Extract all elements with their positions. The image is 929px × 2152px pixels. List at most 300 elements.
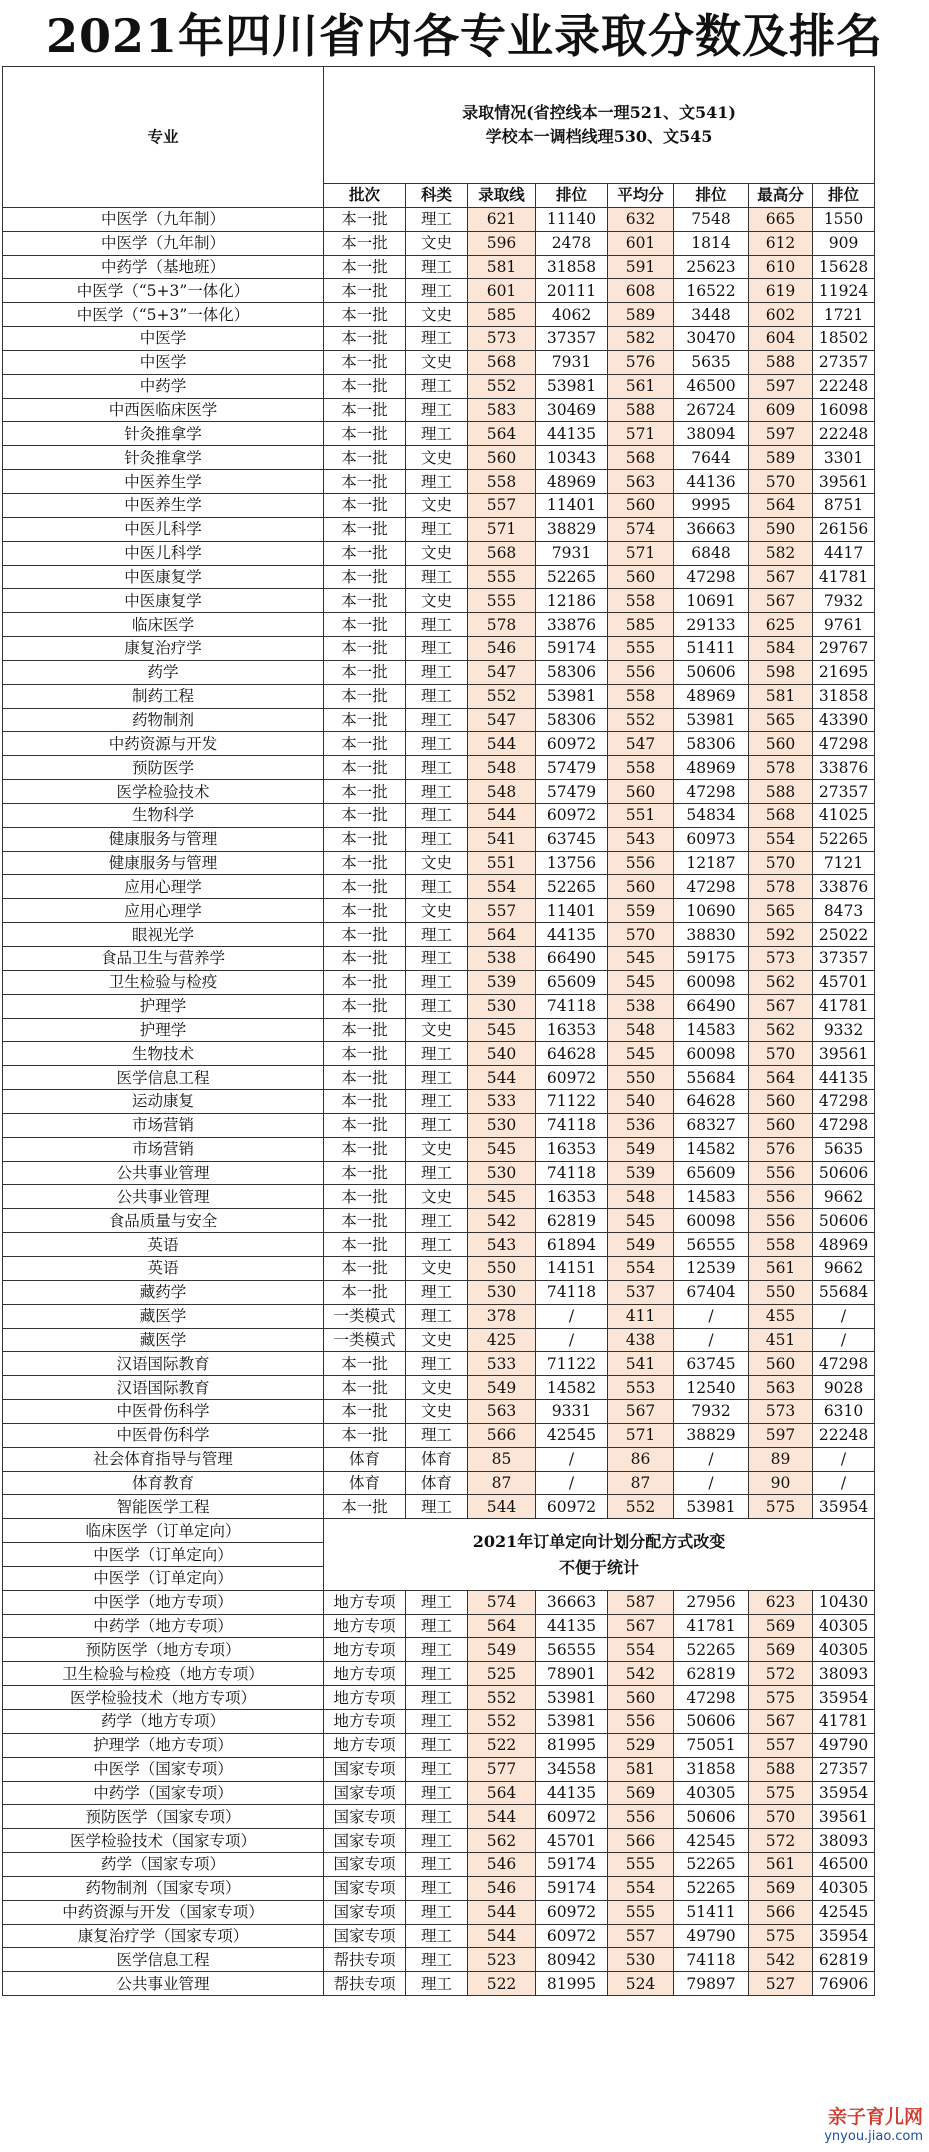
max-score: 570 <box>749 851 813 875</box>
avg-rank: 60098 <box>674 1042 749 1066</box>
avg-score: 86 <box>608 1447 674 1471</box>
batch: 地方专项 <box>324 1662 406 1686</box>
table-row <box>3 1614 908 1638</box>
table-row <box>3 1805 908 1829</box>
avg-rank: 6848 <box>674 541 749 565</box>
avg-score: 538 <box>608 994 674 1018</box>
min-score: 557 <box>468 493 536 517</box>
max-rank: 35954 <box>813 1495 875 1519</box>
min-score: 85 <box>468 1447 536 1471</box>
avg-score: 571 <box>608 1423 674 1447</box>
major-name: 中药学（地方专项） <box>3 1614 324 1638</box>
min-score: 543 <box>468 1233 536 1257</box>
major-name: 体育教育 <box>3 1471 324 1495</box>
avg-score: 560 <box>608 493 674 517</box>
subject-type: 理工 <box>406 374 468 398</box>
min-score: 548 <box>468 756 536 780</box>
avg-score: 556 <box>608 851 674 875</box>
avg-rank: 40305 <box>674 1781 749 1805</box>
min-score: 544 <box>468 1495 536 1519</box>
major-name: 汉语国际教育 <box>3 1352 324 1376</box>
batch: 本一批 <box>324 1280 406 1304</box>
avg-score: 548 <box>608 1018 674 1042</box>
max-rank: 41025 <box>813 803 875 827</box>
batch: 一类模式 <box>324 1328 406 1352</box>
page-title: 2021年四川省内各专业录取分数及排名 <box>45 9 884 63</box>
avg-rank: 50606 <box>674 660 749 684</box>
avg-score: 542 <box>608 1662 674 1686</box>
subject-type: 理工 <box>406 1829 468 1853</box>
max-score: 560 <box>749 732 813 756</box>
min-score: 566 <box>468 1423 536 1447</box>
subject-type: 理工 <box>406 970 468 994</box>
subject-type: 文史 <box>406 899 468 923</box>
max-score: 575 <box>749 1495 813 1519</box>
avg-rank: 79897 <box>674 1972 749 1996</box>
max-score: 568 <box>749 803 813 827</box>
min-rank: 58306 <box>536 660 608 684</box>
min-rank: 53981 <box>536 684 608 708</box>
avg-score: 411 <box>608 1304 674 1328</box>
major-name: 中医骨伤科学 <box>3 1400 324 1424</box>
max-rank: 18502 <box>813 327 875 351</box>
table-row <box>3 1757 908 1781</box>
table-row <box>3 1137 908 1161</box>
min-score: 546 <box>468 1876 536 1900</box>
min-score: 562 <box>468 1829 536 1853</box>
min-score: 545 <box>468 1137 536 1161</box>
subject-type: 理工 <box>406 637 468 661</box>
avg-rank: 64628 <box>674 1090 749 1114</box>
max-rank: 43390 <box>813 708 875 732</box>
table-row <box>3 1638 908 1662</box>
subject-type: 理工 <box>406 1876 468 1900</box>
min-rank: 12186 <box>536 589 608 613</box>
avg-rank: 25623 <box>674 255 749 279</box>
table-row <box>3 1352 908 1376</box>
avg-rank: 1814 <box>674 231 749 255</box>
major-name: 藏医学 <box>3 1328 324 1352</box>
max-score: 597 <box>749 422 813 446</box>
subject-type: 理工 <box>406 422 468 446</box>
subject-type: 文史 <box>406 1328 468 1352</box>
max-score: 576 <box>749 1137 813 1161</box>
avg-rank: 60098 <box>674 970 749 994</box>
max-score: 560 <box>749 1113 813 1137</box>
min-rank: 59174 <box>536 1876 608 1900</box>
min-score: 544 <box>468 732 536 756</box>
max-score: 550 <box>749 1280 813 1304</box>
subject-type: 理工 <box>406 708 468 732</box>
avg-score: 541 <box>608 1352 674 1376</box>
avg-rank: / <box>674 1328 749 1352</box>
max-score: 570 <box>749 1042 813 1066</box>
max-score: 602 <box>749 303 813 327</box>
subject-type: 理工 <box>406 279 468 303</box>
subject-type: 理工 <box>406 875 468 899</box>
batch: 本一批 <box>324 1256 406 1280</box>
max-score: 598 <box>749 660 813 684</box>
avg-rank: 47298 <box>674 565 749 589</box>
major-name: 中药学 <box>3 374 324 398</box>
min-score: 549 <box>468 1376 536 1400</box>
max-rank: 29767 <box>813 637 875 661</box>
batch: 帮扶专项 <box>324 1948 406 1972</box>
subject-type: 文史 <box>406 303 468 327</box>
batch: 国家专项 <box>324 1853 406 1877</box>
batch: 本一批 <box>324 398 406 422</box>
max-rank: 16098 <box>813 398 875 422</box>
avg-rank: 53981 <box>674 708 749 732</box>
max-score: 665 <box>749 207 813 231</box>
batch: 本一批 <box>324 875 406 899</box>
table-row <box>3 303 908 327</box>
batch: 本一批 <box>324 207 406 231</box>
max-rank: 8751 <box>813 493 875 517</box>
min-rank: 44135 <box>536 923 608 947</box>
avg-rank: 60098 <box>674 1209 749 1233</box>
batch: 本一批 <box>324 255 406 279</box>
avg-score: 566 <box>608 1829 674 1853</box>
subject-type: 理工 <box>406 613 468 637</box>
major-name: 医学信息工程 <box>3 1066 324 1090</box>
max-score: 558 <box>749 1233 813 1257</box>
column-header: 最高分 <box>749 184 813 208</box>
table-row <box>3 732 908 756</box>
batch: 本一批 <box>324 1113 406 1137</box>
batch: 本一批 <box>324 708 406 732</box>
avg-rank: 14582 <box>674 1137 749 1161</box>
column-header: 录取线 <box>468 184 536 208</box>
max-rank: 22248 <box>813 1423 875 1447</box>
table-row <box>3 589 908 613</box>
min-score: 540 <box>468 1042 536 1066</box>
subject-type: 理工 <box>406 684 468 708</box>
avg-score: 557 <box>608 1924 674 1948</box>
subject-type: 理工 <box>406 1066 468 1090</box>
batch: 国家专项 <box>324 1781 406 1805</box>
batch: 本一批 <box>324 1018 406 1042</box>
batch: 国家专项 <box>324 1924 406 1948</box>
max-rank: / <box>813 1447 875 1471</box>
batch: 本一批 <box>324 660 406 684</box>
min-score: 544 <box>468 1900 536 1924</box>
avg-rank: 12187 <box>674 851 749 875</box>
avg-score: 588 <box>608 398 674 422</box>
min-score: 578 <box>468 613 536 637</box>
max-rank: 42545 <box>813 1900 875 1924</box>
max-score: 567 <box>749 994 813 1018</box>
avg-score: 569 <box>608 1781 674 1805</box>
avg-score: 558 <box>608 756 674 780</box>
max-rank: 27357 <box>813 780 875 804</box>
max-rank: / <box>813 1328 875 1352</box>
min-rank: 60972 <box>536 1495 608 1519</box>
avg-rank: 54834 <box>674 803 749 827</box>
min-rank: 60972 <box>536 732 608 756</box>
avg-score: 539 <box>608 1161 674 1185</box>
min-rank: 14151 <box>536 1256 608 1280</box>
min-rank: 31858 <box>536 255 608 279</box>
min-score: 530 <box>468 994 536 1018</box>
max-score: 572 <box>749 1662 813 1686</box>
min-score: 542 <box>468 1209 536 1233</box>
min-score: 549 <box>468 1638 536 1662</box>
info-line-1: 录取情况(省控线本一理521、文541) <box>462 103 737 122</box>
avg-rank: 51411 <box>674 1900 749 1924</box>
table-row <box>3 1781 908 1805</box>
batch: 本一批 <box>324 470 406 494</box>
subject-type: 理工 <box>406 1853 468 1877</box>
avg-score: 560 <box>608 780 674 804</box>
max-rank: 22248 <box>813 422 875 446</box>
min-rank: 30469 <box>536 398 608 422</box>
max-score: 569 <box>749 1876 813 1900</box>
max-score: 542 <box>749 1948 813 1972</box>
avg-rank: 65609 <box>674 1161 749 1185</box>
min-rank: 64628 <box>536 1042 608 1066</box>
max-rank: 3301 <box>813 446 875 470</box>
max-rank: 47298 <box>813 732 875 756</box>
table-row <box>3 1209 908 1233</box>
major-name: 中药资源与开发（国家专项） <box>3 1900 324 1924</box>
avg-score: 554 <box>608 1876 674 1900</box>
batch: 地方专项 <box>324 1614 406 1638</box>
subject-type: 理工 <box>406 994 468 1018</box>
batch: 本一批 <box>324 827 406 851</box>
table-row <box>3 231 908 255</box>
min-score: 621 <box>468 207 536 231</box>
min-rank: 81995 <box>536 1733 608 1757</box>
min-rank: 52265 <box>536 875 608 899</box>
max-rank: 40305 <box>813 1638 875 1662</box>
min-score: 538 <box>468 947 536 971</box>
batch: 本一批 <box>324 1233 406 1257</box>
subject-type: 文史 <box>406 1400 468 1424</box>
subject-type: 体育 <box>406 1471 468 1495</box>
subject-type: 文史 <box>406 1256 468 1280</box>
avg-rank: 27956 <box>674 1590 749 1614</box>
major-name: 预防医学（地方专项） <box>3 1638 324 1662</box>
avg-rank: 9995 <box>674 493 749 517</box>
batch: 本一批 <box>324 350 406 374</box>
max-rank: 45701 <box>813 970 875 994</box>
max-score: 451 <box>749 1328 813 1352</box>
min-score: 564 <box>468 1614 536 1638</box>
max-score: 588 <box>749 350 813 374</box>
avg-score: 543 <box>608 827 674 851</box>
avg-rank: 48969 <box>674 684 749 708</box>
avg-rank: 68327 <box>674 1113 749 1137</box>
min-rank: 59174 <box>536 637 608 661</box>
avg-rank: 53981 <box>674 1495 749 1519</box>
avg-rank: 52265 <box>674 1853 749 1877</box>
table-row <box>3 541 908 565</box>
max-score: 575 <box>749 1686 813 1710</box>
major-name: 临床医学 <box>3 613 324 637</box>
avg-rank: 48969 <box>674 756 749 780</box>
subject-type: 文史 <box>406 1137 468 1161</box>
batch: 本一批 <box>324 422 406 446</box>
table-row <box>3 756 908 780</box>
major-name: 医学检验技术 <box>3 780 324 804</box>
major-name: 汉语国际教育 <box>3 1376 324 1400</box>
max-score: 560 <box>749 1090 813 1114</box>
min-rank: 56555 <box>536 1638 608 1662</box>
batch: 本一批 <box>324 565 406 589</box>
table-row <box>3 1018 908 1042</box>
major-name: 中西医临床医学 <box>3 398 324 422</box>
min-rank: 60972 <box>536 1805 608 1829</box>
batch: 本一批 <box>324 756 406 780</box>
table-row <box>3 517 908 541</box>
major-name: 医学检验技术（国家专项） <box>3 1829 324 1853</box>
batch: 本一批 <box>324 1495 406 1519</box>
batch: 本一批 <box>324 684 406 708</box>
major-name: 中医学（订单定向） <box>3 1566 324 1590</box>
avg-score: 608 <box>608 279 674 303</box>
major-name: 制药工程 <box>3 684 324 708</box>
subject-type: 理工 <box>406 1781 468 1805</box>
min-rank: 53981 <box>536 1710 608 1734</box>
max-score: 567 <box>749 1710 813 1734</box>
avg-rank: 60973 <box>674 827 749 851</box>
min-rank: 57479 <box>536 756 608 780</box>
avg-score: 591 <box>608 255 674 279</box>
major-name: 眼视光学 <box>3 923 324 947</box>
avg-score: 553 <box>608 1376 674 1400</box>
max-rank: 22248 <box>813 374 875 398</box>
avg-rank: 16522 <box>674 279 749 303</box>
min-score: 560 <box>468 446 536 470</box>
avg-rank: 52265 <box>674 1876 749 1900</box>
watermark-url: ynyou.jiao.com <box>824 2129 923 2144</box>
avg-score: 549 <box>608 1233 674 1257</box>
avg-rank: 7548 <box>674 207 749 231</box>
major-name: 中医学 <box>3 327 324 351</box>
table-row <box>3 1876 908 1900</box>
min-rank: 4062 <box>536 303 608 327</box>
table-row <box>3 279 908 303</box>
order-note-line-2: 不便于统计 <box>559 1557 640 1577</box>
avg-score: 554 <box>608 1638 674 1662</box>
max-rank: 41781 <box>813 565 875 589</box>
subject-type: 理工 <box>406 1495 468 1519</box>
avg-score: 550 <box>608 1066 674 1090</box>
min-score: 596 <box>468 231 536 255</box>
major-name: 中医养生学 <box>3 470 324 494</box>
subject-type: 文史 <box>406 350 468 374</box>
avg-rank: 46500 <box>674 374 749 398</box>
avg-rank: 47298 <box>674 780 749 804</box>
avg-rank: 31858 <box>674 1757 749 1781</box>
min-score: 523 <box>468 1948 536 1972</box>
avg-score: 554 <box>608 1256 674 1280</box>
min-rank: 16353 <box>536 1137 608 1161</box>
max-rank: 48969 <box>813 1233 875 1257</box>
subject-type: 理工 <box>406 1280 468 1304</box>
avg-rank: 52265 <box>674 1638 749 1662</box>
max-rank: 47298 <box>813 1113 875 1137</box>
max-score: 567 <box>749 589 813 613</box>
avg-rank: 50606 <box>674 1805 749 1829</box>
max-score: 566 <box>749 1900 813 1924</box>
table-row <box>3 803 908 827</box>
table-row <box>3 851 908 875</box>
table-row <box>3 947 908 971</box>
max-rank: 10430 <box>813 1590 875 1614</box>
avg-score: 524 <box>608 1972 674 1996</box>
table-row <box>3 1423 908 1447</box>
major-name: 中医儿科学 <box>3 541 324 565</box>
major-name: 市场营销 <box>3 1113 324 1137</box>
min-rank: 45701 <box>536 1829 608 1853</box>
major-name: 公共事业管理 <box>3 1185 324 1209</box>
avg-score: 556 <box>608 1710 674 1734</box>
max-rank: 46500 <box>813 1853 875 1877</box>
min-score: 573 <box>468 327 536 351</box>
major-name: 康复治疗学 <box>3 637 324 661</box>
batch: 国家专项 <box>324 1829 406 1853</box>
max-rank: 9662 <box>813 1256 875 1280</box>
min-score: 551 <box>468 851 536 875</box>
min-score: 530 <box>468 1280 536 1304</box>
min-score: 564 <box>468 923 536 947</box>
column-header: 平均分 <box>608 184 674 208</box>
info-line-2: 学校本一调档线理530、文545 <box>485 127 713 146</box>
batch: 本一批 <box>324 1066 406 1090</box>
max-rank: 49790 <box>813 1733 875 1757</box>
major-name: 食品质量与安全 <box>3 1209 324 1233</box>
major-name: 中医学（九年制） <box>3 231 324 255</box>
avg-score: 560 <box>608 565 674 589</box>
subject-type: 理工 <box>406 1733 468 1757</box>
min-rank: 7931 <box>536 350 608 374</box>
min-rank: 44135 <box>536 1781 608 1805</box>
major-name: 中医康复学 <box>3 589 324 613</box>
order-note-line-1: 2021年订单定向计划分配方式改变 <box>472 1531 726 1551</box>
major-name: 公共事业管理 <box>3 1972 324 1996</box>
subject-type: 理工 <box>406 1042 468 1066</box>
major-name: 中医学（九年制） <box>3 207 324 231</box>
avg-score: 571 <box>608 422 674 446</box>
table-row <box>3 1328 908 1352</box>
avg-rank: 55684 <box>674 1066 749 1090</box>
avg-score: 558 <box>608 684 674 708</box>
major-name: 医学信息工程 <box>3 1948 324 1972</box>
column-header: 排位 <box>536 184 608 208</box>
major-name: 生物科学 <box>3 803 324 827</box>
subject-type: 文史 <box>406 541 468 565</box>
avg-rank: 10690 <box>674 899 749 923</box>
avg-score: 551 <box>608 803 674 827</box>
min-score: 554 <box>468 875 536 899</box>
table-row <box>3 1662 908 1686</box>
max-rank: 35954 <box>813 1924 875 1948</box>
min-score: 547 <box>468 660 536 684</box>
major-name: 健康服务与管理 <box>3 851 324 875</box>
max-score: 575 <box>749 1781 813 1805</box>
avg-score: 438 <box>608 1328 674 1352</box>
table-row <box>3 613 908 637</box>
min-score: 548 <box>468 780 536 804</box>
avg-score: 567 <box>608 1400 674 1424</box>
min-score: 545 <box>468 1185 536 1209</box>
avg-score: 537 <box>608 1280 674 1304</box>
min-rank: 2478 <box>536 231 608 255</box>
major-name: 针灸推拿学 <box>3 446 324 470</box>
subject-type: 理工 <box>406 1972 468 1996</box>
